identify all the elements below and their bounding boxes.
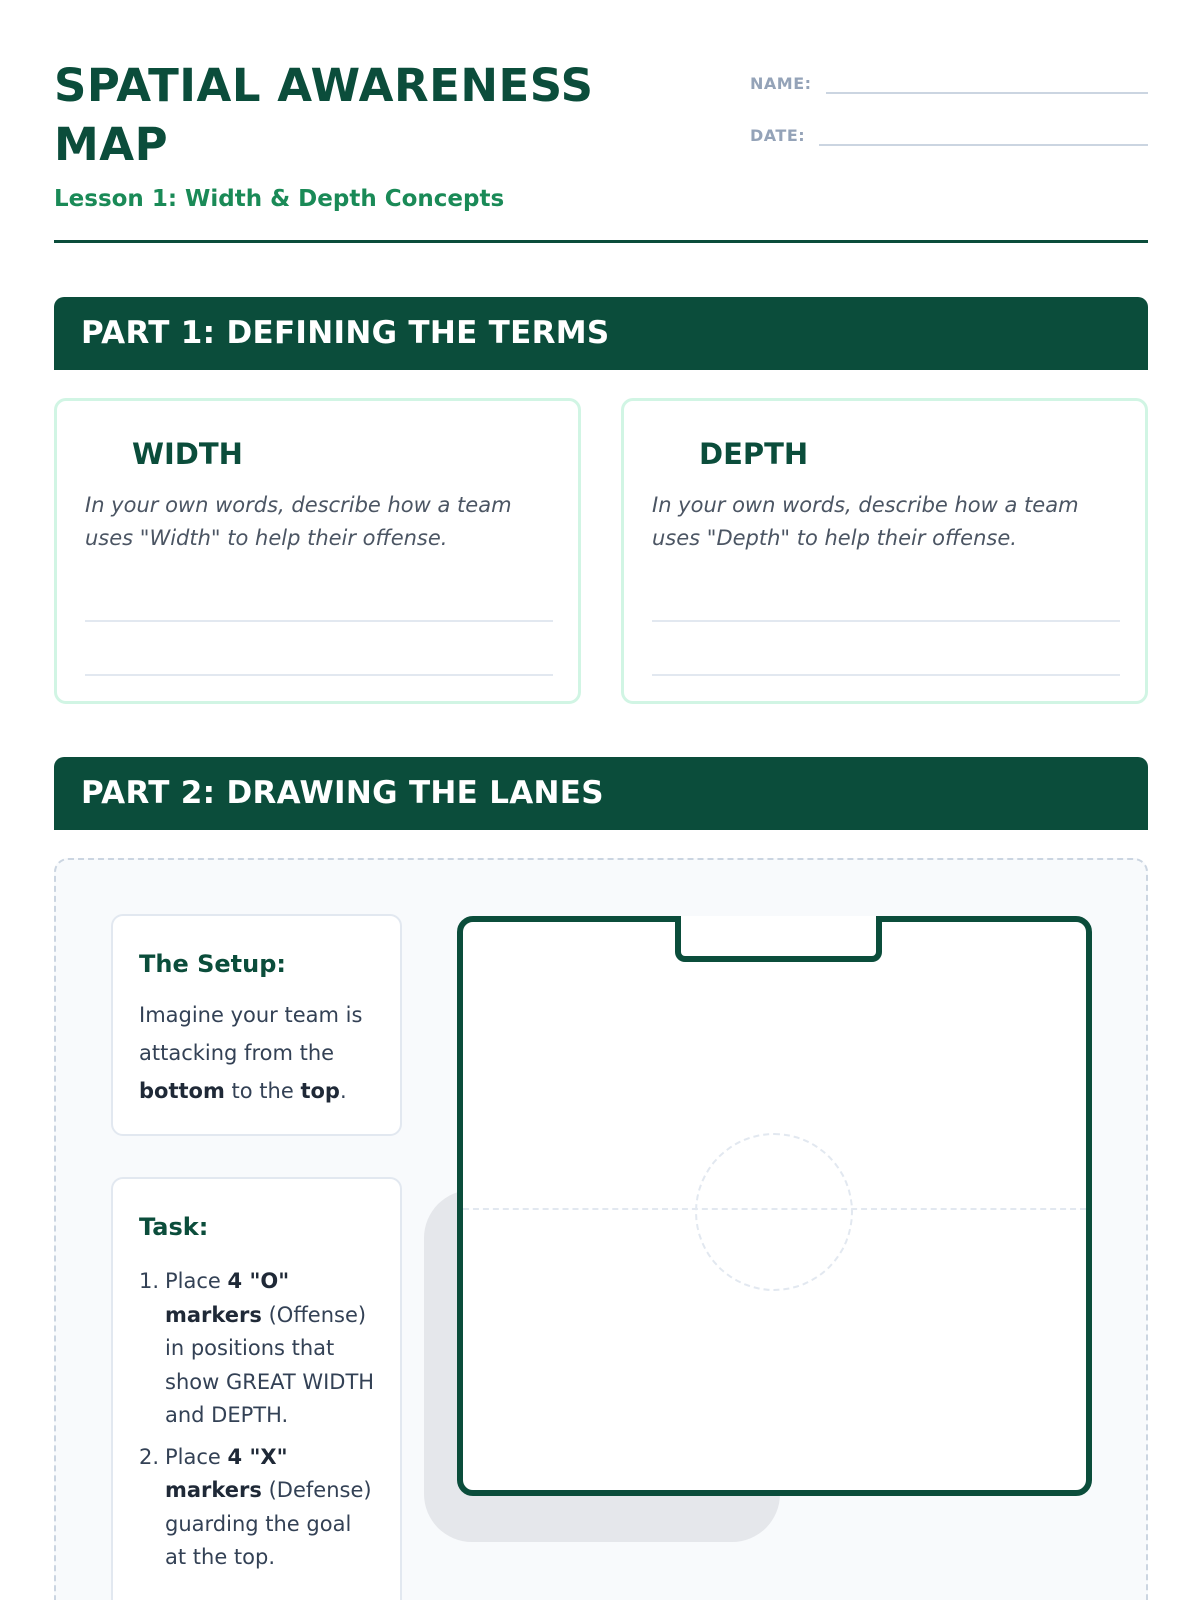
field-diagram[interactable]: [457, 916, 1092, 1496]
task-item-2: 2. Place 4 "X" markers (Defense) guarding the goal at the top.: [139, 1444, 372, 1569]
student-info: [750, 64, 1148, 168]
name-field[interactable]: [826, 64, 1148, 94]
part2-heading: PART 2: DRAWING THE LANES: [54, 757, 1148, 830]
width-answer-line-2[interactable]: [85, 674, 553, 676]
name-label: NAME:: [750, 74, 812, 93]
width-prompt: In your own words, describe how a team uses "Width" to help their offense.: [85, 493, 512, 550]
setup-card: [111, 914, 402, 1136]
task-card: [111, 1177, 402, 1600]
task-title: Task:: [139, 1213, 209, 1241]
depth-prompt: In your own words, describe how a team uses "Depth" to help their offense.: [652, 493, 1079, 550]
date-row: [750, 116, 1148, 146]
width-answer-line-1[interactable]: [85, 620, 553, 622]
depth-answer-line-1[interactable]: [652, 620, 1120, 622]
setup-text: Imagine your team is attacking from the bottom to the top.: [139, 1003, 363, 1103]
task-item-1: 1. Place 4 "O" markers (Offense) in positions that show GREAT WIDTH and DEPTH.: [139, 1269, 375, 1427]
part1-heading: PART 1: DEFINING THE TERMS: [54, 297, 1148, 370]
goal-box: [675, 916, 882, 962]
page-title: SPATIAL AWARENESS MAP: [54, 59, 594, 171]
width-title: WIDTH: [132, 437, 243, 471]
lesson-subtitle: Lesson 1: Width & Depth Concepts: [54, 186, 505, 212]
task-list: [139, 1265, 379, 1583]
center-circle: [695, 1133, 853, 1291]
width-card: [54, 398, 581, 704]
depth-title: DEPTH: [699, 437, 809, 471]
name-row: [750, 64, 1148, 94]
depth-card: [621, 398, 1148, 704]
depth-answer-line-2[interactable]: [652, 674, 1120, 676]
date-label: DATE:: [750, 126, 806, 145]
setup-title: The Setup:: [139, 950, 286, 978]
header-divider: [54, 240, 1148, 243]
date-field[interactable]: [819, 116, 1148, 146]
